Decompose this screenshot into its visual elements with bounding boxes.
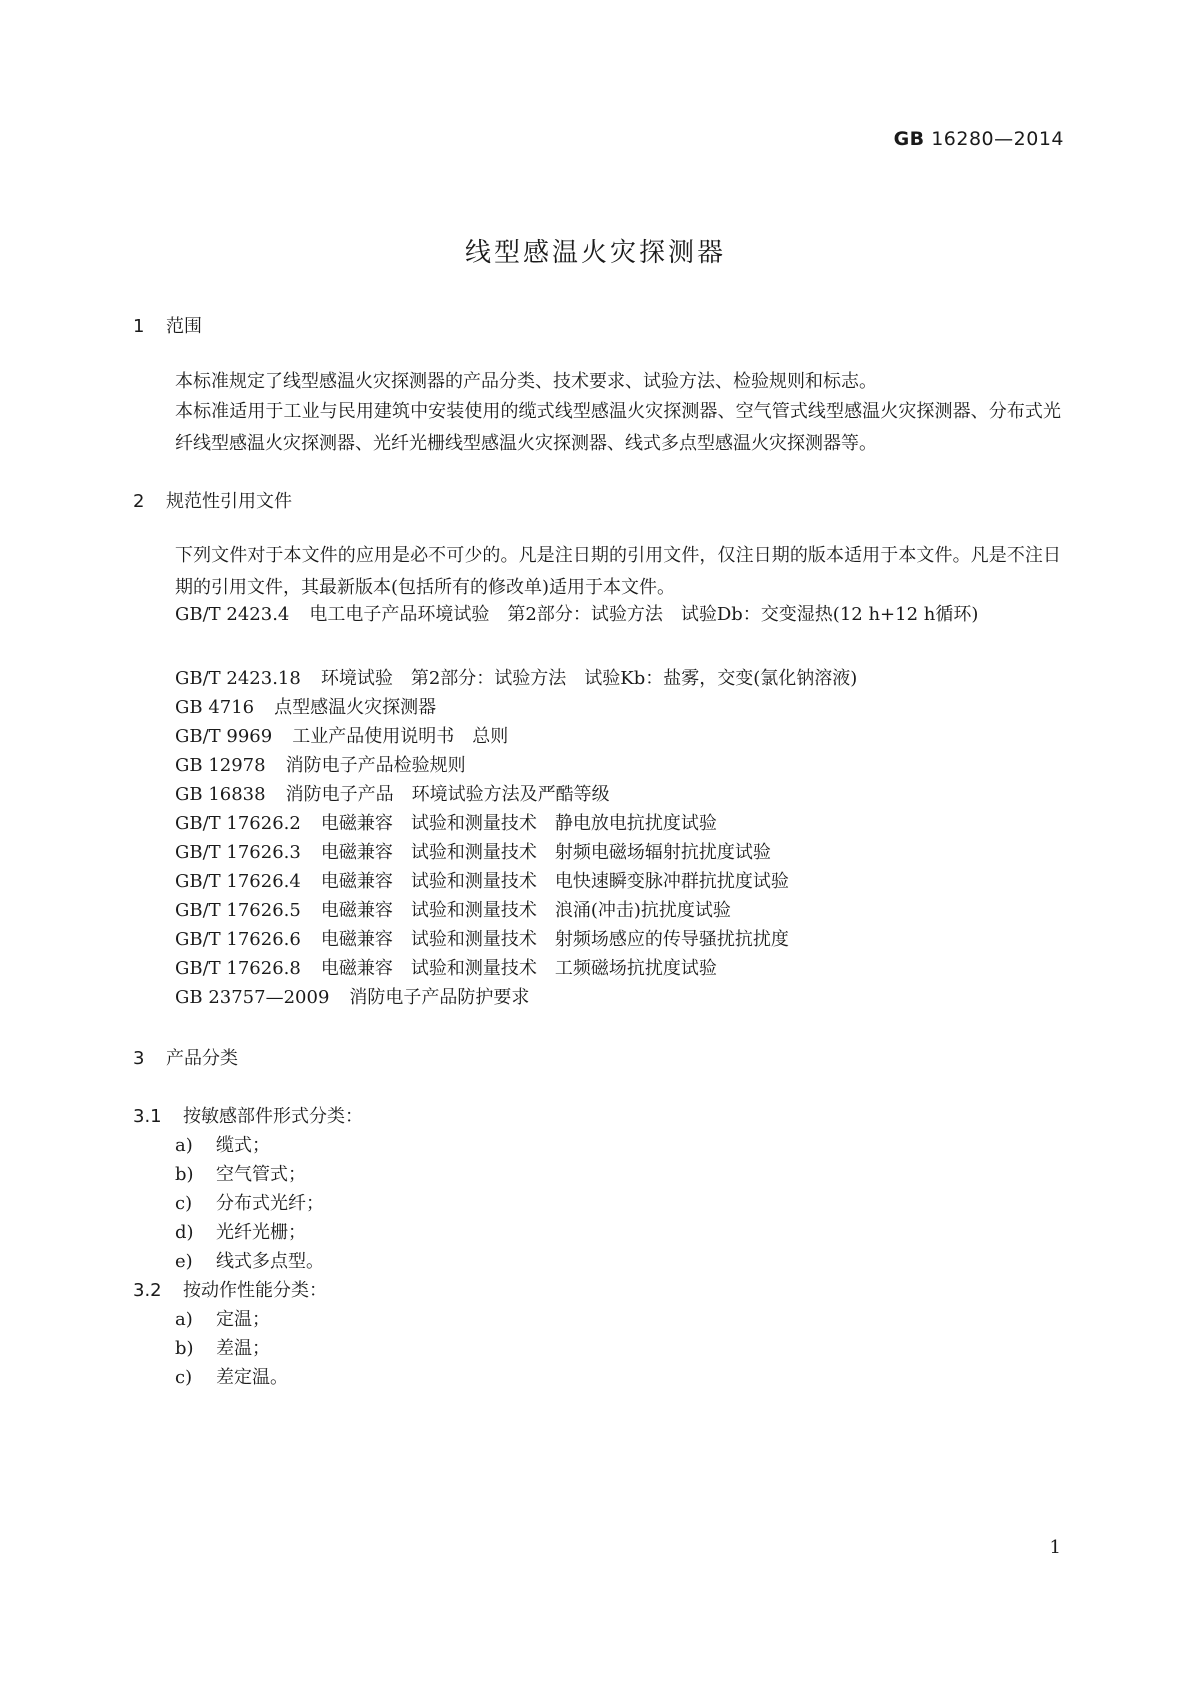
- reference-code: GB/T 17626.6: [175, 929, 301, 950]
- reference-title: 工业产品使用说明书 总则: [292, 726, 509, 747]
- section-title: 范围: [166, 316, 202, 337]
- reference-code: GB/T 17626.2: [175, 813, 301, 834]
- list-item: [175, 1131, 270, 1157]
- reference-item: [175, 925, 789, 951]
- paragraph-text: 本标准规定了线型感温火灾探测器的产品分类、技术要求、试验方法、检验规则和标志。: [175, 371, 877, 392]
- list-item-text: 光纤光栅；: [216, 1222, 306, 1243]
- section-number: 1: [133, 316, 145, 337]
- section-title: 规范性引用文件: [166, 491, 292, 512]
- subsection-3-2: [133, 1276, 327, 1302]
- reference-code: GB/T 2423.4: [175, 604, 290, 625]
- list-item: [175, 1218, 306, 1244]
- list-marker: d): [175, 1222, 194, 1243]
- subsection-number: 3.2: [133, 1280, 162, 1301]
- list-item-text: 差温；: [216, 1338, 270, 1359]
- section-3-heading: [133, 1044, 238, 1070]
- list-item: [175, 1363, 288, 1389]
- section-2-intro: [133, 540, 1061, 604]
- list-item-text: 分布式光纤；: [216, 1193, 324, 1214]
- reference-code: GB 4716: [175, 697, 255, 718]
- section-number: 3: [133, 1048, 145, 1069]
- page-title: 线型感温火灾探测器: [464, 238, 726, 268]
- reference-code: GB/T 17626.4: [175, 871, 301, 892]
- reference-title: 消防电子产品检验规则: [285, 755, 466, 776]
- reference-title: 电磁兼容 试验和测量技术 电快速瞬变脉冲群抗扰度试验: [320, 871, 789, 892]
- list-marker: b): [175, 1164, 194, 1185]
- reference-item: [175, 809, 717, 835]
- section-1-paragraph-1: [133, 366, 1061, 398]
- subsection-3-1: [133, 1102, 363, 1128]
- reference-item: [175, 838, 771, 864]
- list-item: [175, 1305, 270, 1331]
- list-marker: a): [175, 1309, 193, 1330]
- reference-code: GB/T 17626.8: [175, 958, 301, 979]
- section-title: 产品分类: [166, 1048, 238, 1069]
- list-item: [175, 1160, 306, 1186]
- section-1-heading: [133, 312, 202, 338]
- list-marker: e): [175, 1251, 193, 1272]
- reference-title: 电磁兼容 试验和测量技术 静电放电抗扰度试验: [320, 813, 717, 834]
- reference-title: 电磁兼容 试验和测量技术 浪涌(冲击)抗扰度试验: [320, 900, 731, 921]
- subsection-title: 按敏感部件形式分类：: [183, 1106, 363, 1127]
- reference-item: [133, 599, 1061, 631]
- paragraph-text: 下列文件对于本文件的应用是必不可少的。凡是注日期的引用文件，仅注日期的版本适用于本文件。凡是不注日期的引用文件，其最新版本(包括所有的修改单)适用于本文件。: [175, 545, 1061, 598]
- reference-item: [175, 751, 466, 777]
- standard-number: 16280—2014: [931, 128, 1064, 150]
- reference-item: [175, 664, 857, 690]
- section-2-heading: [133, 487, 292, 513]
- section-1-paragraph-2: [133, 396, 1061, 460]
- reference-code: GB/T 2423.18: [175, 668, 301, 689]
- page-number: 1: [1049, 1537, 1061, 1558]
- reference-item: [175, 722, 508, 748]
- reference-title: 电磁兼容 试验和测量技术 射频电磁场辐射抗扰度试验: [320, 842, 771, 863]
- reference-item: [175, 983, 529, 1009]
- reference-code: GB 23757—2009: [175, 987, 330, 1008]
- list-item-text: 缆式；: [216, 1135, 270, 1156]
- subsection-title: 按动作性能分类：: [183, 1280, 327, 1301]
- list-item: [175, 1247, 324, 1273]
- reference-item: [175, 693, 436, 719]
- list-item-text: 差定温。: [216, 1367, 288, 1388]
- list-marker: b): [175, 1338, 194, 1359]
- list-marker: c): [175, 1193, 193, 1214]
- reference-code: GB 12978: [175, 755, 266, 776]
- standard-code: [894, 128, 1064, 150]
- list-item-text: 线式多点型。: [216, 1251, 324, 1272]
- list-item-text: 空气管式；: [216, 1164, 306, 1185]
- reference-code: GB/T 9969: [175, 726, 273, 747]
- reference-item: [175, 780, 610, 806]
- reference-title: 电磁兼容 试验和测量技术 射频场感应的传导骚扰抗扰度: [320, 929, 789, 950]
- paragraph-text: 本标准适用于工业与民用建筑中安装使用的缆式线型感温火灾探测器、空气管式线型感温火灾探测器、分布式光纤线型感温火灾探测器、光纤光栅线型感温火灾探测器、线式多点型感温火灾探测器等。: [175, 401, 1061, 454]
- reference-title: 环境试验 第2部分：试验方法 试验Kb：盐雾，交变(氯化钠溶液): [320, 668, 858, 689]
- reference-title: 消防电子产品 环境试验方法及严酷等级: [285, 784, 610, 805]
- reference-item: [175, 954, 717, 980]
- standard-prefix: GB: [893, 128, 925, 150]
- reference-code: GB/T 17626.5: [175, 900, 301, 921]
- reference-title: 电工电子产品环境试验 第2部分：试验方法 试验Db：交变湿热(12 h+12 h循环): [309, 604, 979, 625]
- section-number: 2: [133, 491, 145, 512]
- list-marker: c): [175, 1367, 193, 1388]
- reference-item: [175, 896, 731, 922]
- list-item: [175, 1334, 270, 1360]
- reference-title: 点型感温火灾探测器: [274, 697, 437, 718]
- list-item-text: 定温；: [216, 1309, 270, 1330]
- list-item: [175, 1189, 324, 1215]
- reference-title: 电磁兼容 试验和测量技术 工频磁场抗扰度试验: [320, 958, 717, 979]
- subsection-number: 3.1: [133, 1106, 162, 1127]
- reference-code: GB 16838: [175, 784, 266, 805]
- list-marker: a): [175, 1135, 193, 1156]
- reference-code: GB/T 17626.3: [175, 842, 301, 863]
- reference-title: 消防电子产品防护要求: [349, 987, 530, 1008]
- reference-item: [175, 867, 789, 893]
